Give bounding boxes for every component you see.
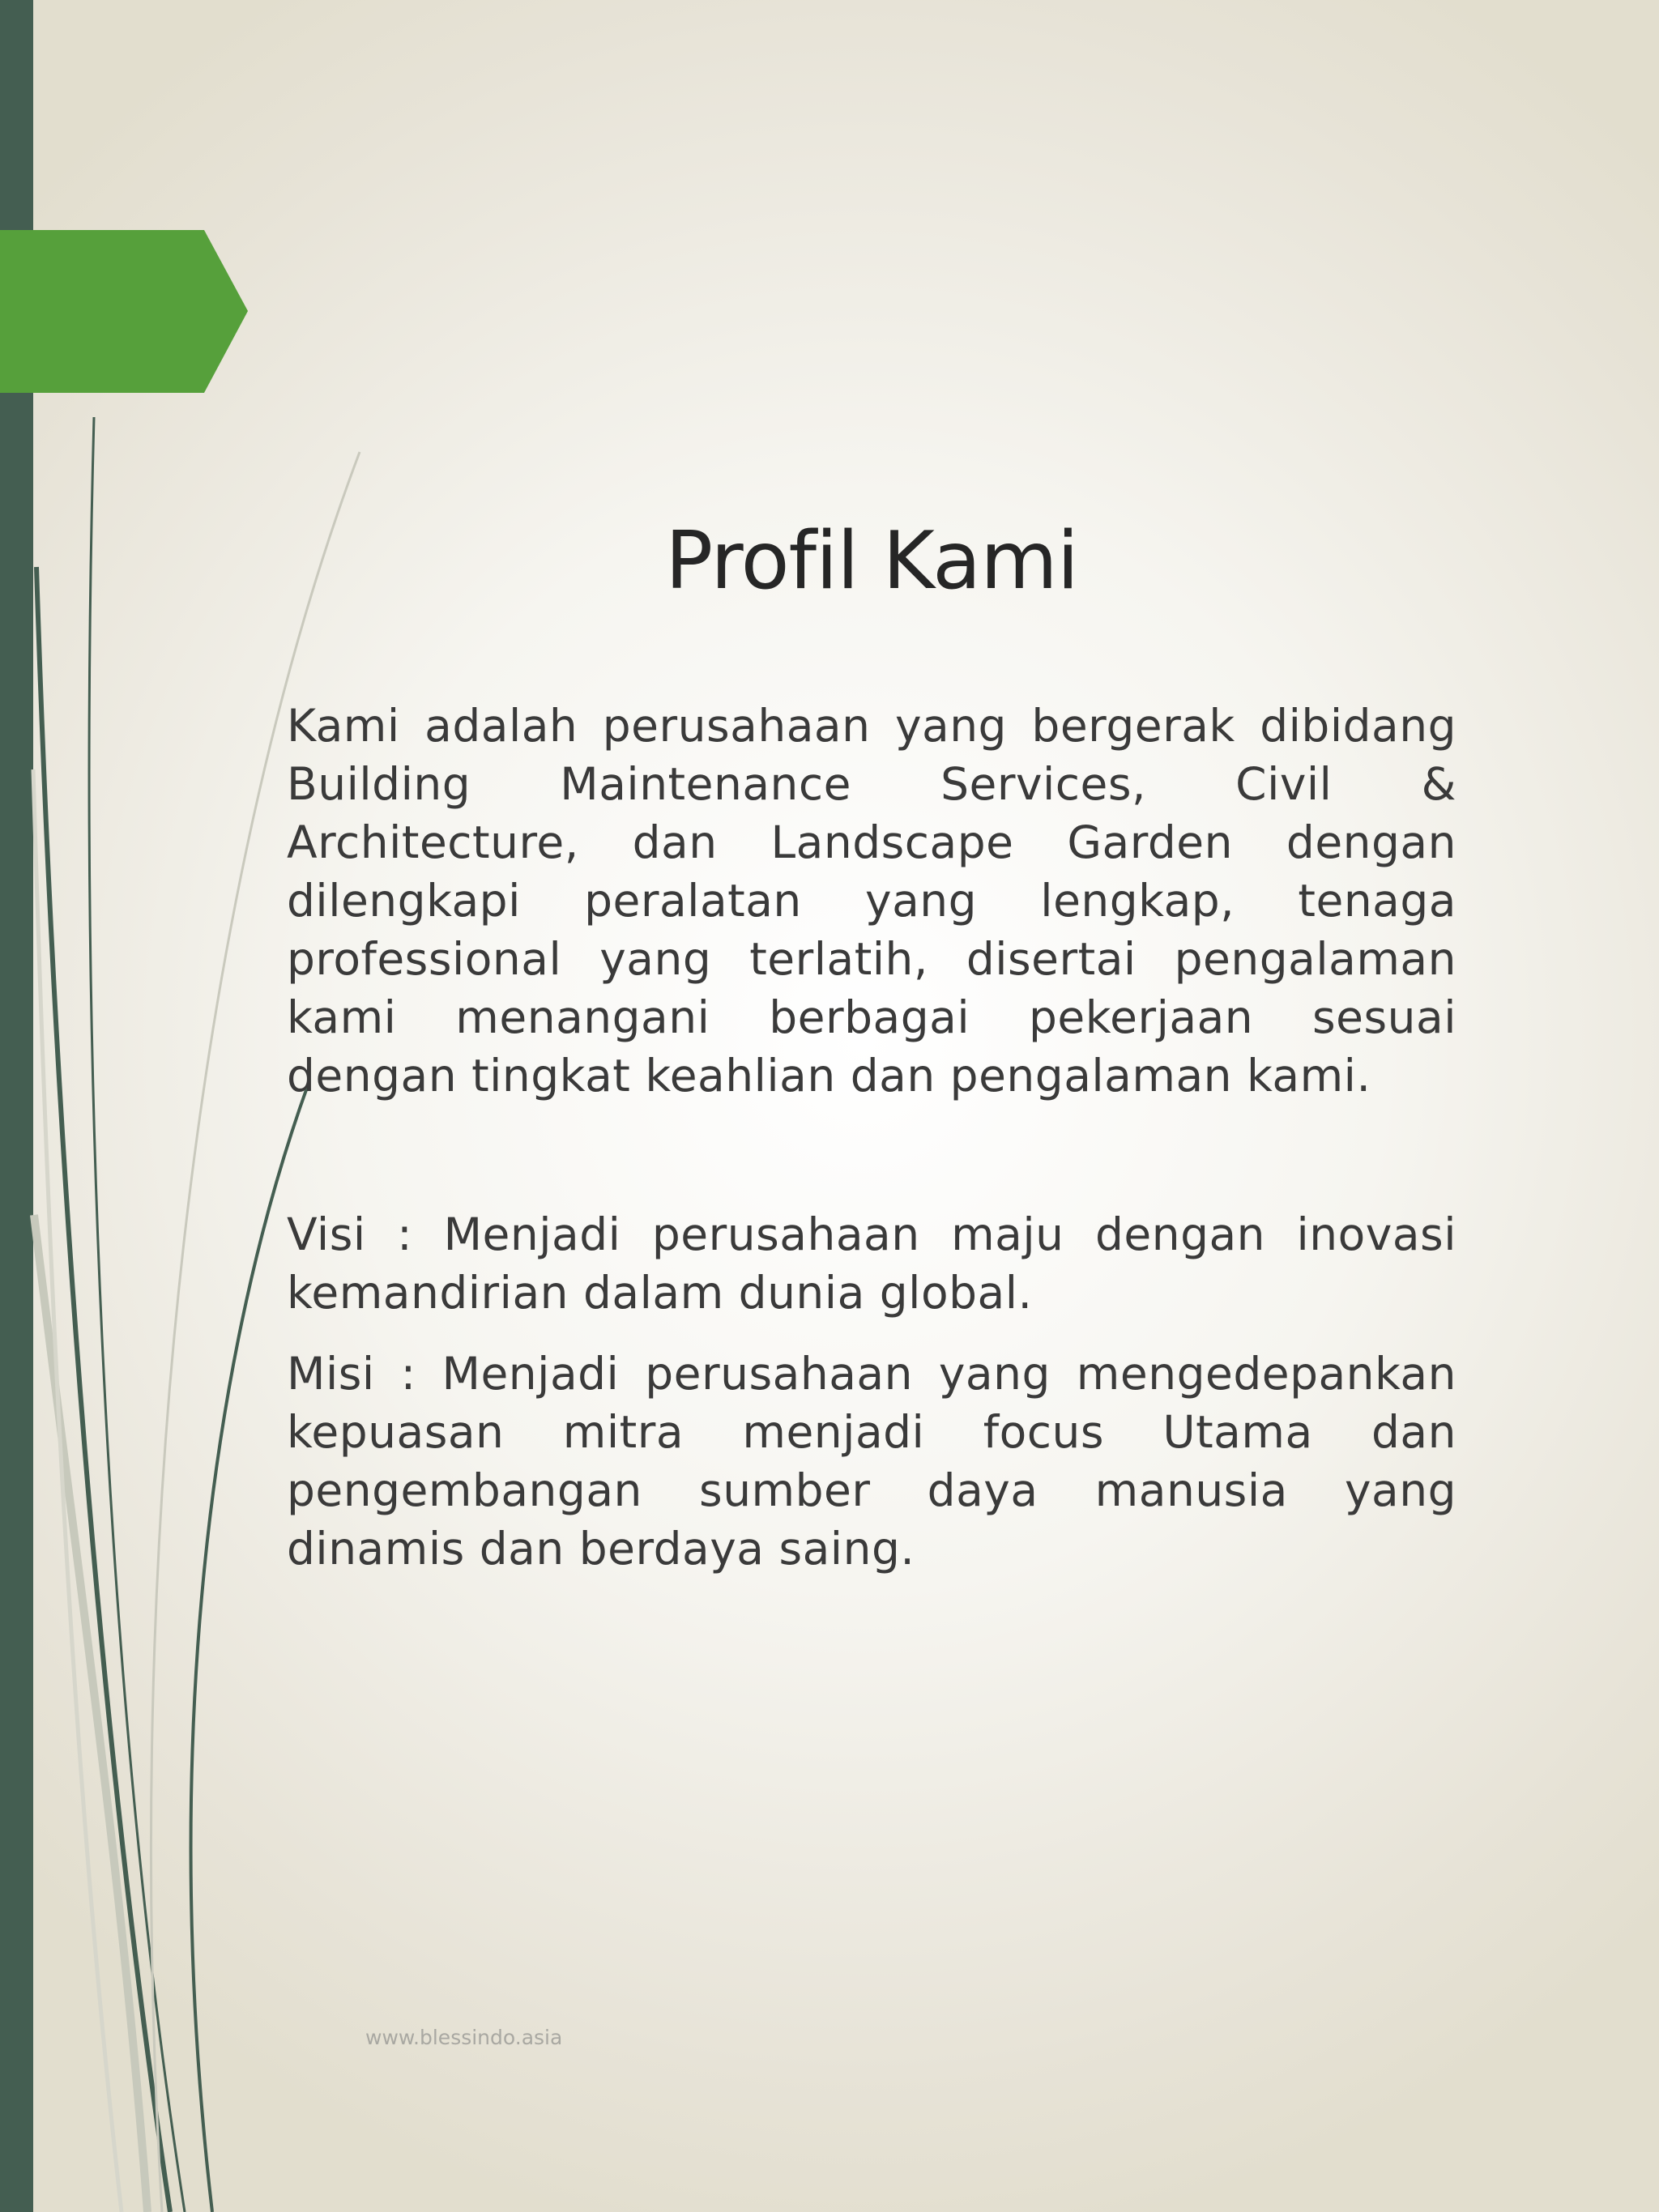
visi-paragraph: Visi : Menjadi perusahaan maju dengan inovasi kemandirian dalam dunia global. xyxy=(287,1208,1456,1319)
intro-paragraph: Kami adalah perusahaan yang bergerak dibidang Building Maintenance Services, Civil & Architecture, dan Landscape Garden dengan dilengkapi peralatan yang lengkap, tenaga professional yang terlatih, disertai pengalaman kami menangani berbagai pekerjaan sesuai dengan tingkat keahlian dan pengalaman kami. xyxy=(287,700,1456,1102)
footer-website-url: www.blessindo.asia xyxy=(365,2026,563,2049)
swoosh-line-light-2 xyxy=(34,1215,147,2212)
swoosh-line-dark-1 xyxy=(89,417,185,2212)
misi-paragraph: Misi : Menjadi perusahaan yang mengedepankan kepuasan mitra menjadi focus Utama dan pengembangan sumber daya manusia yang dinamis dan berdaya saing. xyxy=(287,1348,1456,1575)
page-title: Profil Kami xyxy=(665,515,1078,607)
swoosh-line-light-3 xyxy=(33,769,122,2212)
